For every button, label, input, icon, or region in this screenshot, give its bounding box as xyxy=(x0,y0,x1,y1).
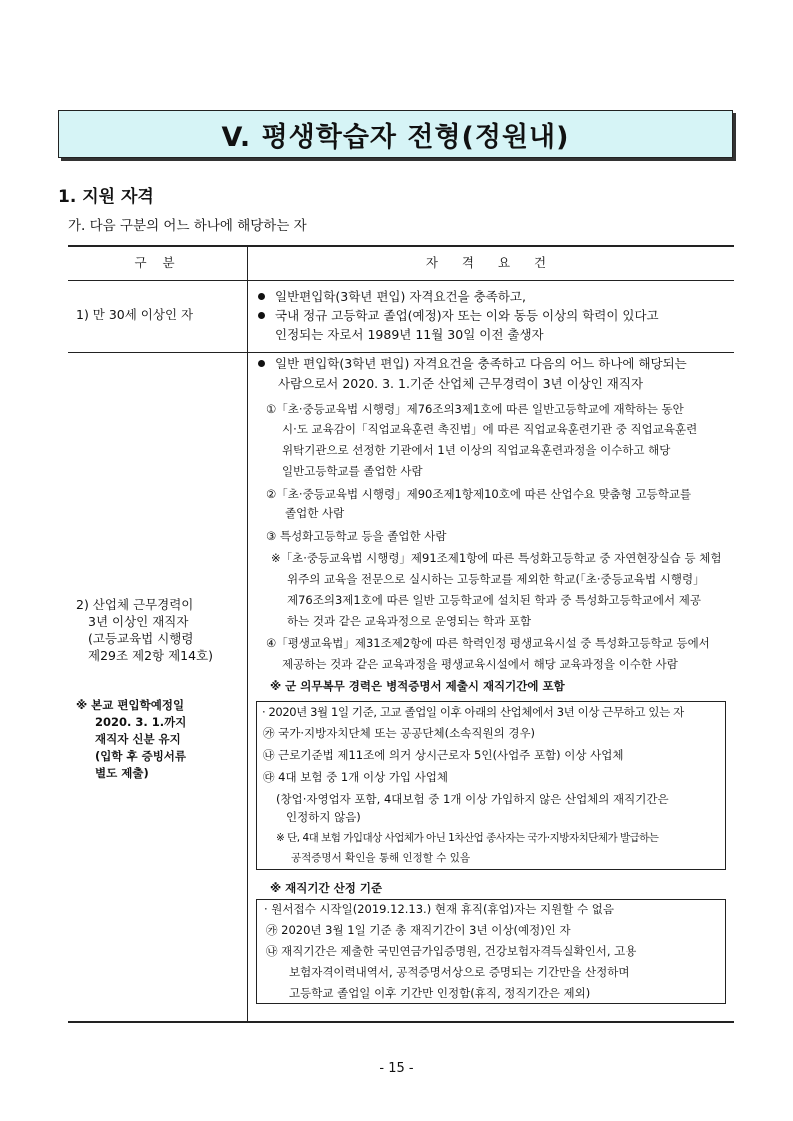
box1-line-4: ㉰ 4대 보험 중 1개 이상 가입 사업체 xyxy=(263,770,449,784)
table-header-rule xyxy=(68,280,734,281)
military-note: ※ 군 의무복무 경력은 병적증명서 제출시 재직기간에 포함 xyxy=(270,679,565,693)
item4-line-2: 제공하는 것과 같은 교육과정을 평생교육시설에서 해당 교육과정을 이수한 사람 xyxy=(282,657,678,671)
item3-note-3: 제76조의3제1호에 따른 일반 고등학교에 설치된 학과 중 특성화고등학교에서 제공 xyxy=(287,593,701,607)
item3-line: ③ 특성화고등학교 등을 졸업한 사람 xyxy=(266,529,447,543)
table-row-divider xyxy=(68,352,734,353)
box1-line-2: ㉮ 국가·지방자치단체 또는 공공단체(소속직원의 경우) xyxy=(263,726,536,740)
row2-category-1: 2) 산업체 근무경력이 xyxy=(76,597,194,612)
bullet-icon xyxy=(258,360,265,367)
page-title-box xyxy=(58,110,733,158)
box1-line-8: 공적증명서 확인을 통해 인정할 수 있음 xyxy=(291,852,470,864)
row2-category-4: 제29조 제2항 제14호) xyxy=(88,648,214,663)
row1-category: 1) 만 30세 이상인 자 xyxy=(76,307,194,322)
row2-category-2: 3년 이상인 재직자 xyxy=(88,614,189,629)
item3-note-1: ※「초·중등교육법 시행령」제91조제1항에 따른 특성화고등학교 중 자연현장실습 등 체험 xyxy=(271,551,722,565)
item1-line-4: 일반고등학교를 졸업한 사람 xyxy=(282,464,423,478)
row2-intro-1: 일반 편입학(3학년 편입) 자격요건을 충족하고 다음의 어느 하나에 해당되는 xyxy=(258,355,687,372)
row1-req-2: 국내 정규 고등학교 졸업(예정)자 또는 이와 동등 이상의 학력이 있다고 xyxy=(258,307,659,324)
item2-line-2: 졸업한 사람 xyxy=(285,506,345,520)
page-title: V. 평생학습자 전형(정원내) xyxy=(221,121,570,153)
row2-note-5: 별도 제출) xyxy=(95,766,149,780)
box1-line-6: 인정하지 않음) xyxy=(286,810,361,824)
bullet-icon xyxy=(258,293,265,300)
box2-line-4: 보험자격이력내역서, 공적증명서상으로 증명되는 기간만을 산정하며 xyxy=(289,965,630,979)
page-number: - 15 - xyxy=(379,1061,414,1076)
box1-line-1: · 2020년 3월 1일 기준, 고교 졸업일 이후 아래의 산업체에서 3년 이상 근무하고 있는 자 xyxy=(262,705,684,719)
item1-line-3: 위탁기관으로 선정한 기관에서 1년 이상의 직업교육훈련과정을 이수하고 해당 xyxy=(282,443,671,457)
row2-note-1: ※ 본교 편입학예정일 xyxy=(76,698,185,712)
period-heading: ※ 재직기간 산정 기준 xyxy=(270,881,383,895)
section-subheading: 가. 다음 구분의 어느 하나에 해당하는 자 xyxy=(68,218,307,234)
box1-line-3: ㉯ 근로기준법 제11조에 의거 상시근로자 5인(사업주 포함) 이상 사업체 xyxy=(263,748,624,762)
row1-req-3: 인정되는 자로서 1989년 11월 30일 이전 출생자 xyxy=(275,327,544,342)
table-bottom-rule xyxy=(68,1021,734,1023)
item4-line-1: ④「평생교육법」제31조제2항에 따른 학력인정 평생교육시설 중 특성화고등학교 등에서 xyxy=(266,636,710,650)
row2-note-2: 2020. 3. 1.까지 xyxy=(95,715,187,729)
item1-line-2: 시·도 교육감이「직업교육훈련 촉진법」에 따른 직업교육훈련기관 중 직업교육훈련 xyxy=(282,422,698,436)
bullet-icon xyxy=(258,312,265,319)
box2-line-5: 고등학교 졸업일 이후 기간만 인정함(휴직, 정직기간은 제외) xyxy=(289,986,591,1000)
table-column-divider xyxy=(247,245,248,1021)
section-heading: 1. 지원 자격 xyxy=(58,187,154,207)
box2-line-3: ㉯ 재직기간은 제출한 국민연금가입증명원, 건강보험자격득실확인서, 고용 xyxy=(266,944,637,958)
row2-category-3: (고등교육법 시행령 xyxy=(88,631,194,646)
header-category: 구 분 xyxy=(134,255,181,270)
box2-line-1: · 원서접수 시작일(2019.12.13.) 현재 휴직(휴업)자는 지원할 수 없음 xyxy=(264,902,614,916)
box1-line-5: (창업·자영업자 포함, 4대보험 중 1개 이상 가입하지 않은 산업체의 재직기간은 xyxy=(276,792,669,806)
row1-req-1: 일반편입학(3학년 편입) 자격요건을 충족하고, xyxy=(258,288,526,305)
row2-note-4: (입학 후 증빙서류 xyxy=(95,749,187,763)
item3-note-4: 하는 것과 같은 교육과정으로 운영되는 학과 포함 xyxy=(287,614,532,628)
header-requirements: 자 격 요 건 xyxy=(425,255,557,270)
box1-line-7: ※ 단, 4대 보험 가입대상 사업체가 아닌 1차산업 종사자는 국가·지방자치단체가 발급하는 xyxy=(276,832,659,844)
table-top-rule xyxy=(68,245,734,247)
box2-line-2: ㉮ 2020년 3월 1일 기준 총 재직기간이 3년 이상(예정)인 자 xyxy=(266,923,571,937)
item2-line-1: ②「초·중등교육법 시행령」제90조제1항제10호에 따른 산업수요 맞춤형 고등학교를 xyxy=(266,487,692,501)
item1-line-1: ①「초·중등교육법 시행령」제76조의3제1호에 따른 일반고등학교에 재학하는 동안 xyxy=(266,402,684,416)
item3-note-2: 위주의 교육을 전문으로 실시하는 고등학교를 제외한 학교(「초·중등교육법 시행령」 xyxy=(287,572,705,586)
row2-note-3: 재직자 신분 유지 xyxy=(95,732,181,746)
row2-intro-2: 사람으로서 2020. 3. 1.기준 산업체 근무경력이 3년 이상인 재직자 xyxy=(278,376,644,391)
